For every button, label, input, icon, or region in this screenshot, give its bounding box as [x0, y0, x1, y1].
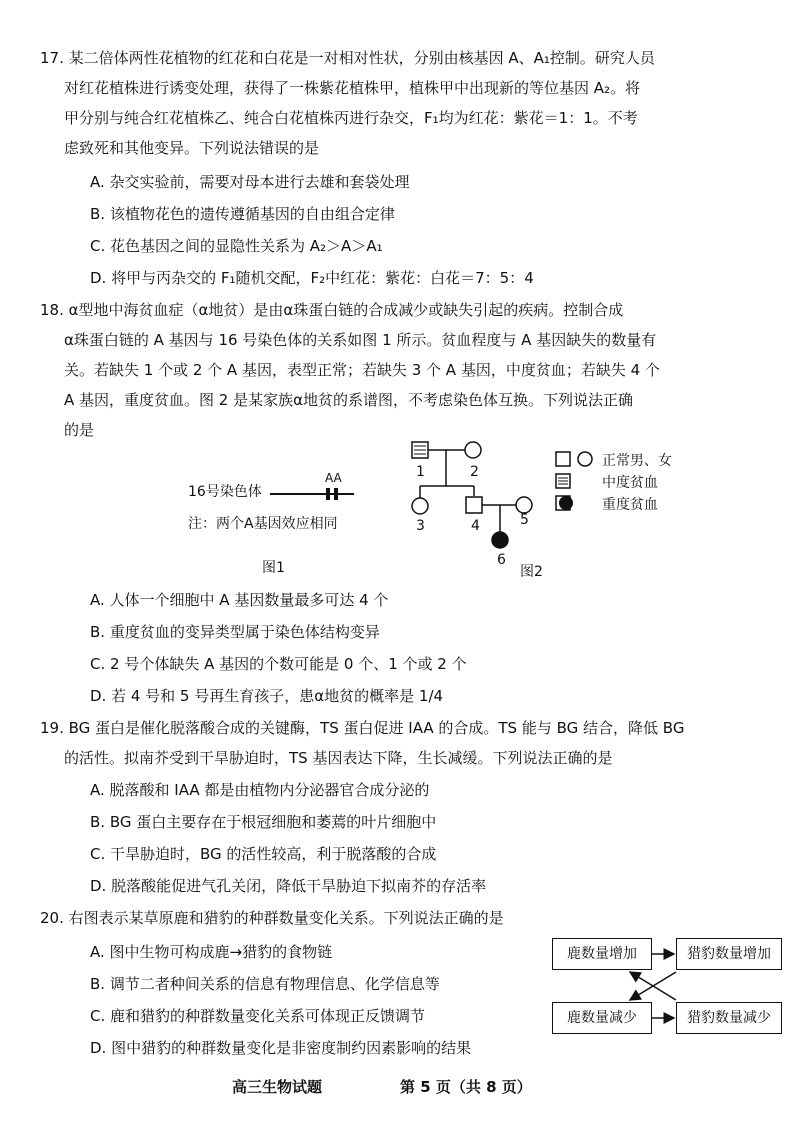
q17-stem-line-3: 甲分别与纯合红花植株乙、纯合白花植株丙进行杂交，F₁均为红花：紫花＝1：1。不考: [64, 109, 638, 127]
q17-option-d: D. 将甲与丙杂交的 F₁随机交配，F₂中红花：紫花：白花＝7：5：4: [90, 269, 534, 287]
q18-option-a: A. 人体一个细胞中 A 基因数量最多可达 4 个: [90, 591, 389, 609]
q19-stem-line-2: 的活性。拟南芥受到干旱胁迫时，TS 基因表达下降，生长减缓。下列说法正确的是: [64, 749, 613, 767]
individual-2-symbol: [465, 442, 481, 458]
q19-option-c: C. 干旱胁迫时，BG 的活性较高，利于脱落酸的合成: [90, 845, 437, 863]
q18-stem-line-4: A 基因，重度贫血。图 2 是某家族α地贫的系谱图，不考虑染色体互换。下列说法正确: [64, 391, 634, 409]
pedigree-number-3: 3: [416, 518, 425, 534]
q17-stem-line-4: 虑致死和其他变异。下列说法错误的是: [64, 139, 320, 157]
pedigree-number-2: 2: [470, 464, 479, 480]
q19-stem-line-1: 19. BG 蛋白是催化脱落酸合成的关键酶，TS 蛋白促进 IAA 的合成。TS 能与 BG 结合，降低 BG: [40, 719, 685, 737]
q20-option-a: A. 图中生物可构成鹿→猎豹的食物链: [90, 943, 333, 961]
legend-moderate-label: 中度贫血: [602, 475, 658, 491]
deer-decrease-box: 鹿数量减少: [552, 1002, 652, 1034]
pedigree-number-4: 4: [471, 518, 480, 534]
q19-option-a: A. 脱落酸和 IAA 都是由植物内分泌器官合成分泌的: [90, 781, 430, 799]
chromosome-16-diagram: [268, 484, 358, 504]
legend-normal-label: 正常男、女: [602, 453, 672, 469]
chromosome-16-label: 16号染色体: [188, 484, 262, 500]
fig1-caption: 图1: [262, 560, 285, 576]
figure-1: [180, 470, 400, 580]
legend-normal-male-icon: [556, 452, 570, 466]
pedigree-number-6: 6: [497, 552, 506, 568]
individual-6-symbol: [492, 532, 508, 548]
q18-option-c: C. 2 号个体缺失 A 基因的个数可能是 0 个、1 个或 2 个: [90, 655, 467, 673]
q18-option-b: B. 重度贫血的变异类型属于染色体结构变异: [90, 623, 380, 641]
q17-option-b: B. 该植物花色的遗传遵循基因的自由组合定律: [90, 205, 395, 223]
q19-option-b: B. BG 蛋白主要存在于根冠细胞和萎蔫的叶片细胞中: [90, 813, 437, 831]
q20-option-b: B. 调节二者种间关系的信息有物理信息、化学信息等: [90, 975, 440, 993]
q17-stem-line-1: 17. 某二倍体两性花植物的红花和白花是一对相对性状，分别由核基因 A、A₁控制。研究人员: [40, 49, 655, 67]
q20-stem-line-1: 20. 右图表示某草原鹿和猎豹的种群数量变化关系。下列说法正确的是: [40, 909, 504, 927]
individual-3-symbol: [412, 498, 428, 514]
pedigree-number-5: 5: [520, 512, 529, 528]
pedigree-legend-symbols: [552, 448, 600, 518]
cheetah-decrease-box: 猎豹数量减少: [676, 1002, 782, 1034]
q18-stem-line-2: α珠蛋白链的 A 基因与 16 号染色体的关系如图 1 所示。贫血程度与 A 基因缺失的数量有: [64, 331, 657, 349]
q20-option-d: D. 图中猎豹的种群数量变化是非密度制约因素影响的结果: [90, 1039, 472, 1057]
cheetah-increase-box: 猎豹数量增加: [676, 938, 782, 970]
q18-stem-line-3: 关。若缺失 1 个或 2 个 A 基因，表型正常；若缺失 3 个 A 基因，中度贫血；若缺失 4 个: [64, 361, 660, 379]
q18-option-d: D. 若 4 号和 5 号再生育孩子，患α地贫的概率是 1/4: [90, 687, 444, 705]
fig1-note: 注：两个A基因效应相同: [188, 516, 338, 532]
q20-option-c: C. 鹿和猎豹的种群数量变化关系可体现正反馈调节: [90, 1007, 426, 1025]
footer-subject: 高三生物试题: [232, 1078, 323, 1096]
individual-4-symbol: [466, 497, 482, 513]
q18-stem-line-1: 18. α型地中海贫血症（α地贫）是由α珠蛋白链的合成减少或缺失引起的疾病。控制合成: [40, 301, 624, 319]
gene-aa-label: AA: [325, 471, 342, 485]
deer-increase-box: 鹿数量增加: [552, 938, 652, 970]
q18-stem-line-5: 的是: [64, 421, 95, 439]
legend-severe-female-icon: [559, 496, 573, 510]
footer-page-number: 第 5 页（共 8 页）: [400, 1078, 532, 1096]
legend-severe-label: 重度贫血: [602, 497, 658, 513]
q17-option-c: C. 花色基因之间的显隐性关系为 A₂＞A＞A₁: [90, 237, 383, 255]
fig2-caption: 图2: [520, 564, 543, 580]
q17-option-a: A. 杂交实验前，需要对母本进行去雄和套袋处理: [90, 173, 410, 191]
flow-arrows: [552, 938, 784, 1034]
pedigree-number-1: 1: [416, 464, 425, 480]
q17-stem-line-2: 对红花植株进行诱变处理，获得了一株紫花植株甲，植株甲中出现新的等位基因 A₂。将: [64, 79, 641, 97]
legend-normal-female-icon: [578, 452, 592, 466]
q19-option-d: D. 脱落酸能促进气孔关闭，降低干旱胁迫下拟南芥的存活率: [90, 877, 487, 895]
